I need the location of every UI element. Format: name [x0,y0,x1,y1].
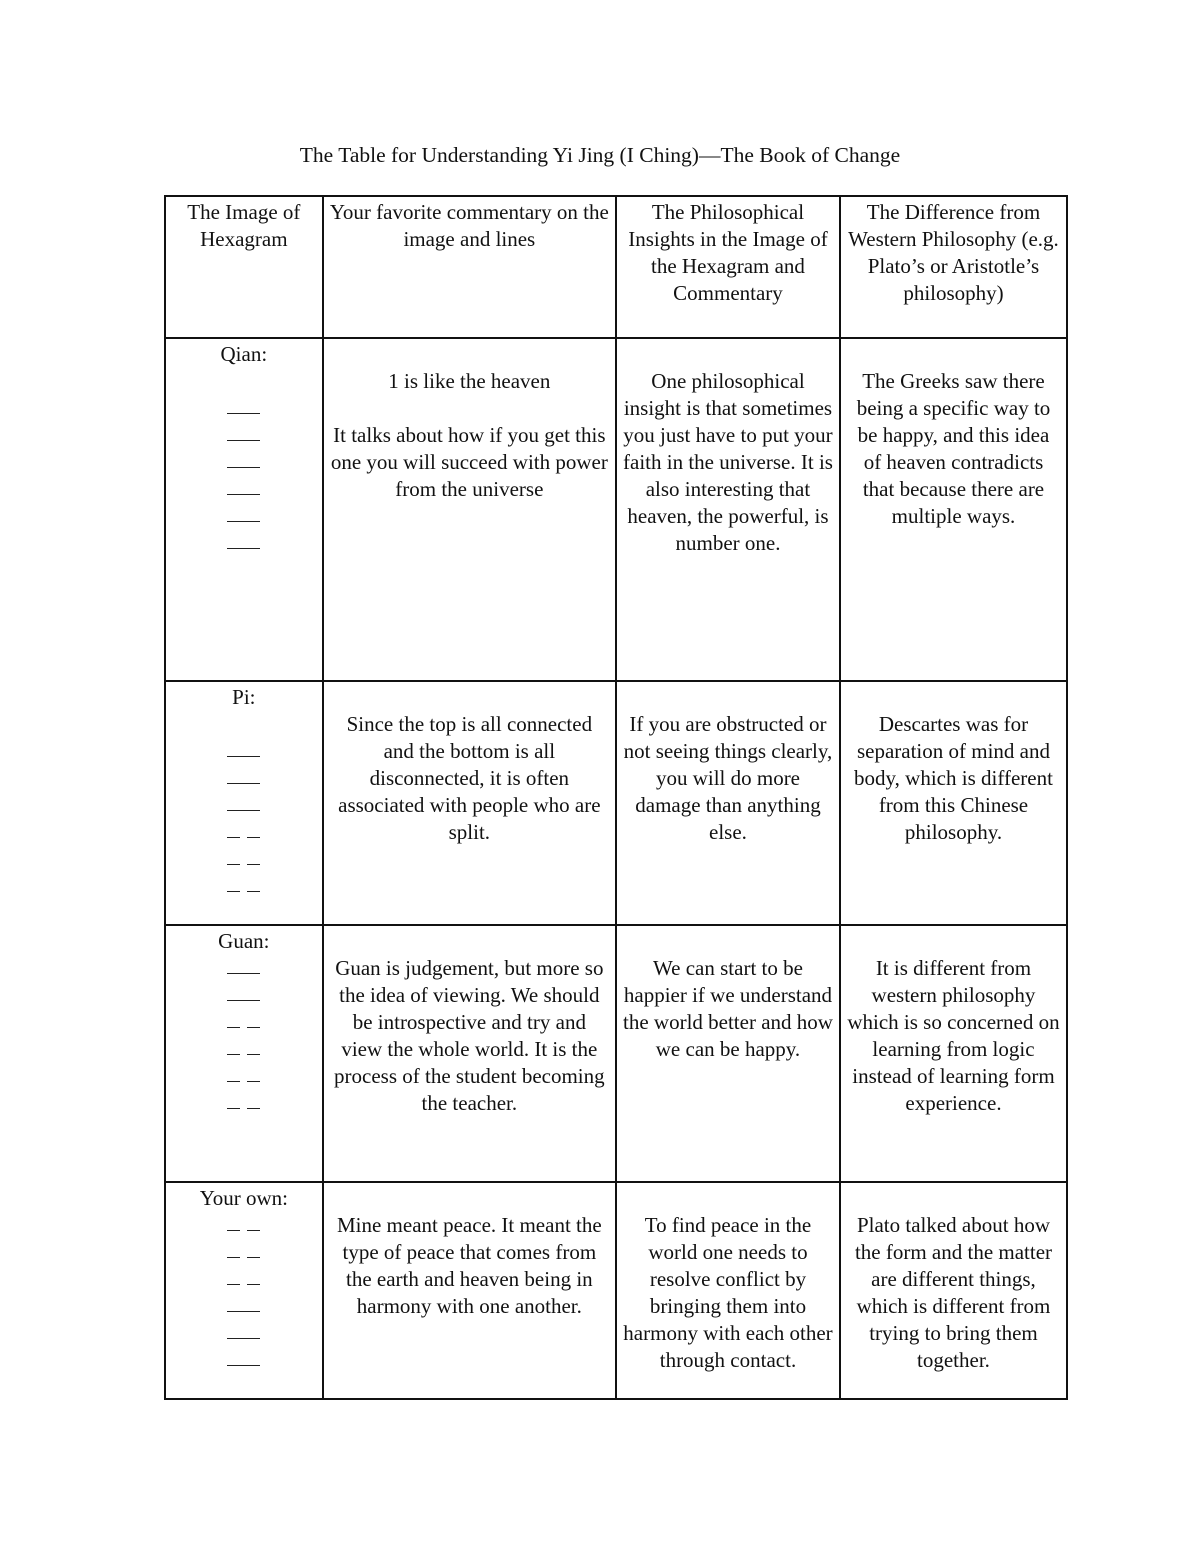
table-row-pi [165,681,1067,925]
yin-line-broken [172,1239,316,1266]
hexagram-name: Guan: [218,929,270,953]
hexagram-lines [172,1212,316,1374]
hexagram-name: Pi: [232,685,256,709]
difference-text: Descartes was for separation of mind and body, which is different from this Chinese philosophy. [854,712,1053,844]
insights-cell [616,925,840,1182]
commentary-text: Guan is judgement, but more so the idea of viewing. We should be introspective and try and view the whole world. It is the process of the student becoming the teacher. [334,956,605,1115]
difference-text: The Greeks saw there being a specific way to be happy, and this idea of heaven contradicts that because there are multiple ways. [856,369,1051,528]
hexagram-cell [165,925,323,1182]
yang-line-solid [172,738,316,765]
yin-line-broken [172,1090,316,1117]
difference-cell [840,1182,1067,1399]
commentary-cell [323,925,616,1182]
header-western-difference: The Difference from Western Philosophy (e.g. Plato’s or Aristotle’s philosophy) [840,196,1067,338]
yang-line-solid [172,476,316,503]
hexagram-lines [172,955,316,1117]
yang-line-solid [172,1293,316,1320]
table-row-qian [165,338,1067,681]
insights-text: We can start to be happier if we understand the world better and how we can be happy. [623,956,833,1061]
yin-line-broken [172,819,316,846]
yang-line-solid [172,792,316,819]
yang-line-solid [172,422,316,449]
insights-text: If you are obstructed or not seeing things clearly, you will do more damage than anything else. [623,712,833,844]
hexagram-cell [165,1182,323,1399]
difference-cell [840,338,1067,681]
yin-line-broken [172,846,316,873]
difference-cell [840,925,1067,1182]
yang-line-solid [172,395,316,422]
yin-line-broken [172,1212,316,1239]
yin-line-broken [172,1063,316,1090]
hexagram-cell [165,681,323,925]
hexagram-lines [172,738,316,900]
header-favorite-commentary: Your favorite commentary on the image and lines [323,196,616,338]
table-row-your-own [165,1182,1067,1399]
document-title: The Table for Understanding Yi Jing (I Ching)—The Book of Change [299,143,901,167]
yang-line-solid [172,449,316,476]
commentary-text: Mine meant peace. It meant the type of peace that comes from the earth and heaven being in harmony with one another. [336,1213,602,1318]
yin-line-broken [172,1036,316,1063]
difference-text: Plato talked about how the form and the matter are different things, which is different from trying to bring them together. [854,1213,1053,1372]
hexagram-cell [165,338,323,681]
yang-line-solid [172,955,316,982]
commentary-cell [323,338,616,681]
commentary-text: Since the top is all connected and the bottom is all disconnected, it is often associated with people who are split. [338,712,601,844]
yin-line-broken [172,1266,316,1293]
table-header-row [165,196,1067,338]
yang-line-solid [172,503,316,530]
difference-text: It is different from western philosophy which is so concerned on learning from logic instead of learning form experience. [847,956,1060,1115]
yin-line-broken [172,873,316,900]
yang-line-solid [172,1347,316,1374]
hexagram-lines [172,395,316,557]
yang-line-solid [172,765,316,792]
header-image-of-hexagram: The Image of Hexagram [165,196,323,338]
insights-text: One philosophical insight is that sometimes you just have to put your faith in the universe. It is also interesting that heaven, the powerful, is number one. [623,369,833,555]
commentary-text: 1 is like the heaven It talks about how if you get this one you will succeed with power from the universe [330,369,608,501]
yang-line-solid [172,982,316,1009]
commentary-cell [323,1182,616,1399]
hexagram-name: Qian: [220,342,268,366]
hexagram-name: Your own: [199,1186,288,1210]
yang-line-solid [172,530,316,557]
yang-line-solid [172,1320,316,1347]
insights-cell [616,681,840,925]
insights-text: To find peace in the world one needs to resolve conflict by bringing them into harmony with each other through contact. [623,1213,833,1372]
yin-line-broken [172,1009,316,1036]
yijing-table [164,195,1068,1400]
insights-cell [616,1182,840,1399]
header-philosophical-insights: The Philosophical Insights in the Image of the Hexagram and Commentary [616,196,840,338]
insights-cell [616,338,840,681]
commentary-cell [323,681,616,925]
table-row-guan [165,925,1067,1182]
difference-cell [840,681,1067,925]
